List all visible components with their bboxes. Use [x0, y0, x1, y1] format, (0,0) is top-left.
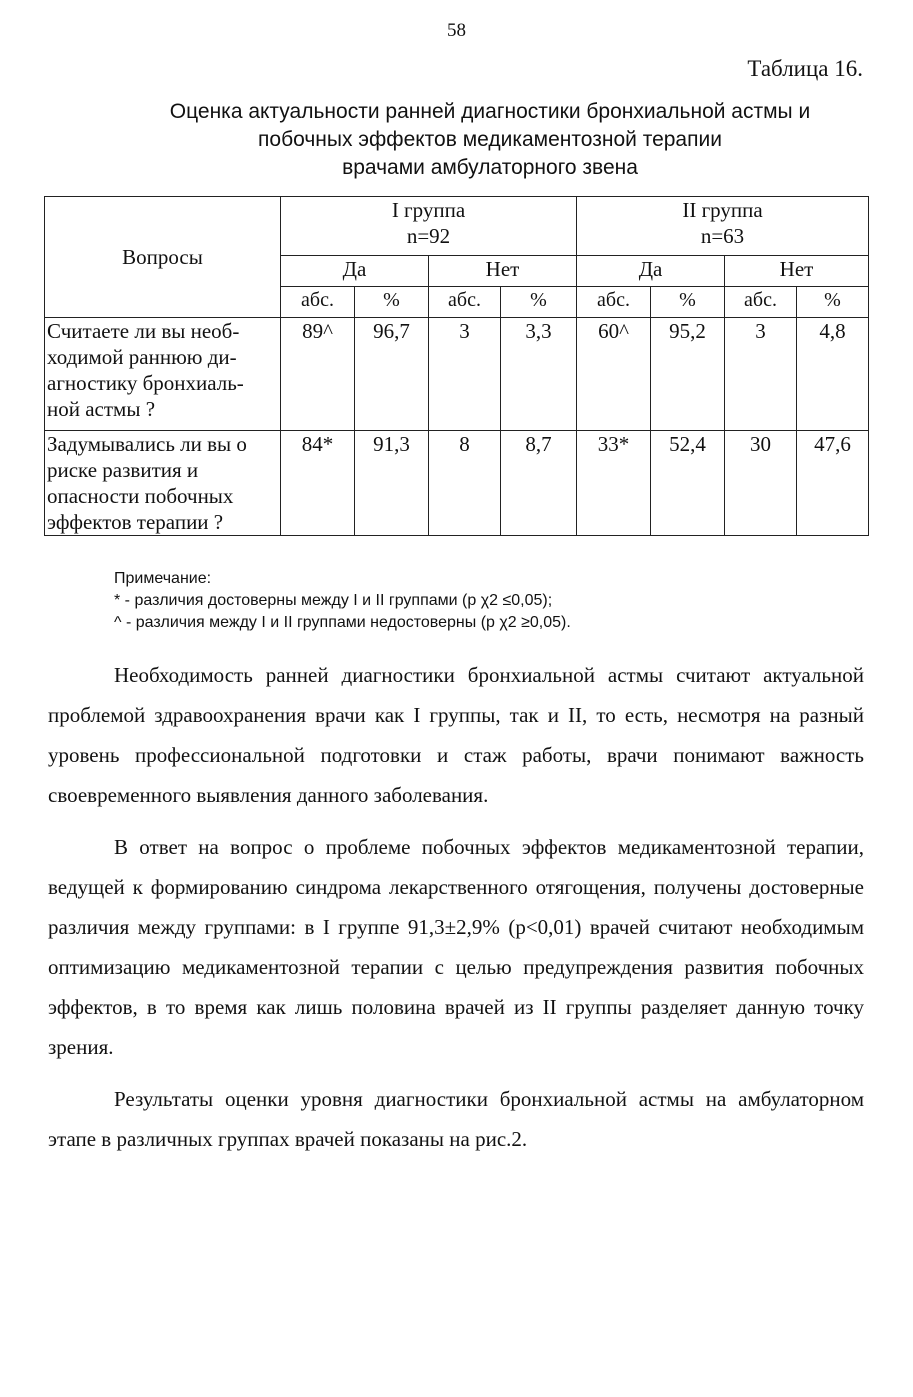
- table-row: [45, 318, 869, 431]
- question-line: риске развития и: [47, 458, 199, 482]
- body-text: [48, 655, 864, 1171]
- answer-header: Да: [281, 256, 429, 287]
- value-cell: 8,7: [501, 431, 577, 536]
- page-number: 58: [447, 20, 466, 41]
- unit-header: %: [355, 287, 429, 318]
- answer-header: Да: [577, 256, 725, 287]
- note-line: ^ - различия между I и II группами недостоверны (р χ2 ≥0,05).: [114, 614, 571, 631]
- data-table: [44, 196, 869, 536]
- group-1-header: [281, 197, 577, 256]
- group-n: n=63: [700, 224, 745, 248]
- paragraph: В ответ на вопрос о проблеме побочных эффектов медикаментозной терапии, ведущей к формированию синдрома лекарственного отягощения, получены достоверные различия между группами: в I группе 91,3±2,9% (р<0,01) врачей считают необходимым оптимизацию медикаментозной терапии с целью предупреждения развития побочных эффектов, в то время как лишь половина врачей из II группы разделяет данную точку зрения.: [48, 835, 864, 1059]
- value-cell: 84*: [281, 431, 355, 536]
- value-cell: 91,3: [355, 431, 429, 536]
- paragraph: Результаты оценки уровня диагностики бронхиальной астмы на амбулаторном этапе в различных группах врачей показаны на рис.2.: [48, 1087, 864, 1151]
- group-name: I группа: [391, 198, 466, 222]
- question-line: Считаете ли вы необ-: [47, 319, 240, 343]
- question-line: Задумывались ли вы о: [47, 432, 247, 456]
- value-cell: 60^: [577, 318, 651, 431]
- question-line: опасности побочных: [47, 484, 234, 508]
- value-cell: 47,6: [797, 431, 869, 536]
- question-line: ходимой раннюю ди-: [47, 345, 237, 369]
- question-line: агностику бронхиаль-: [47, 371, 244, 395]
- value-cell: 4,8: [797, 318, 869, 431]
- unit-header: абс.: [281, 287, 355, 318]
- unit-header: %: [501, 287, 577, 318]
- value-cell: 52,4: [651, 431, 725, 536]
- unit-header: абс.: [577, 287, 651, 318]
- unit-header: абс.: [429, 287, 501, 318]
- group-2-header: [577, 197, 869, 256]
- value-cell: 30: [725, 431, 797, 536]
- note-line: * - различия достоверны между I и II группами (р χ2 ≤0,05);: [114, 592, 553, 609]
- unit-header: %: [651, 287, 725, 318]
- table-title-line: Оценка актуальности ранней диагностики бронхиальной астмы и: [169, 100, 811, 123]
- table-notes: [114, 568, 874, 634]
- value-cell: 3: [429, 318, 501, 431]
- group-n: n=92: [406, 224, 451, 248]
- answer-header: Нет: [725, 256, 869, 287]
- unit-header: %: [797, 287, 869, 318]
- table-label: Таблица 16.: [747, 56, 863, 81]
- question-cell: [45, 431, 281, 536]
- value-cell: 89^: [281, 318, 355, 431]
- group-name: II группа: [682, 198, 763, 222]
- value-cell: 95,2: [651, 318, 725, 431]
- table-title-line: врачами амбулаторного звена: [342, 156, 638, 179]
- value-cell: 3,3: [501, 318, 577, 431]
- table-title: [60, 98, 913, 182]
- value-cell: 33*: [577, 431, 651, 536]
- question-line: эффектов терапии ?: [47, 510, 224, 534]
- paragraph: Необходимость ранней диагностики бронхиальной астмы считают актуальной проблемой здравоохранения врачи как I группы, так и II, то есть, несмотря на разный уровень профессиональной подготовки и стаж работы, врачи понимают важность своевременного выявления данного заболевания.: [48, 663, 864, 807]
- unit-header: абс.: [725, 287, 797, 318]
- value-cell: 96,7: [355, 318, 429, 431]
- answer-header: Нет: [429, 256, 577, 287]
- table-row: [45, 431, 869, 536]
- questions-header: Вопросы: [45, 197, 281, 318]
- table-title-line: побочных эффектов медикаментозной терапии: [258, 128, 722, 151]
- value-cell: 8: [429, 431, 501, 536]
- question-cell: [45, 318, 281, 431]
- question-line: ной астмы ?: [47, 397, 156, 421]
- value-cell: 3: [725, 318, 797, 431]
- note-line: Примечание:: [114, 570, 212, 587]
